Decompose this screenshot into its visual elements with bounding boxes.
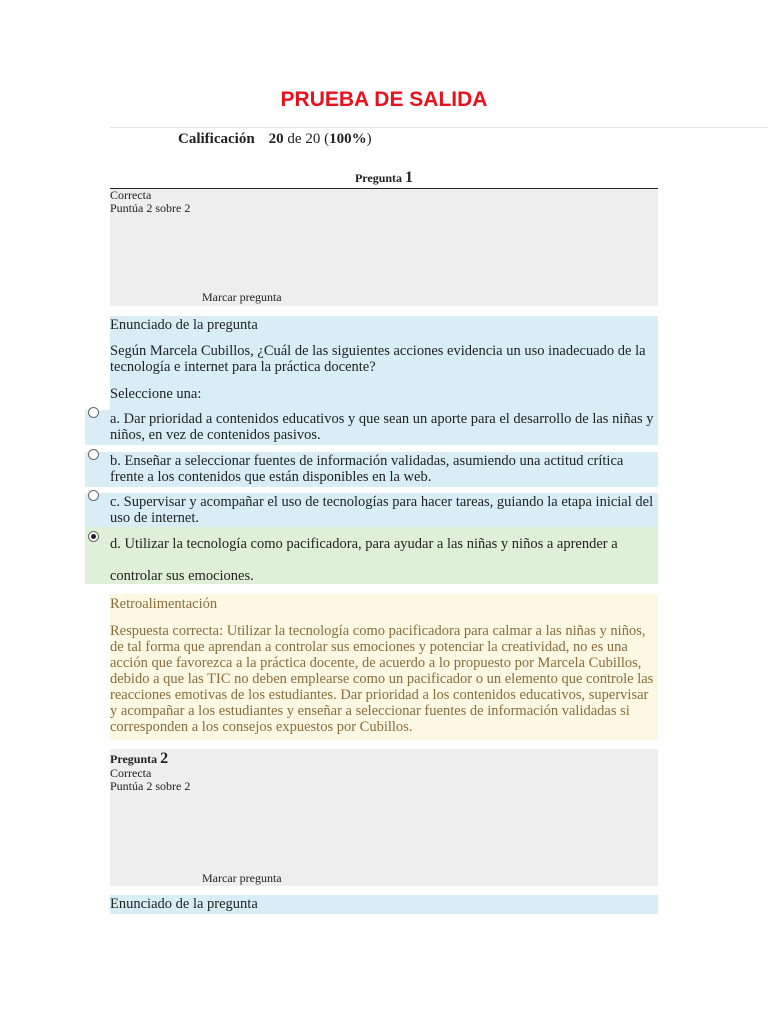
statement-label: Enunciado de la pregunta bbox=[110, 317, 258, 333]
question-grade: Puntúa 2 sobre 2 bbox=[110, 779, 191, 793]
flag-question-link[interactable]: Marcar pregunta bbox=[202, 871, 282, 885]
question-number: 1 bbox=[405, 169, 414, 186]
grade-score: 20 bbox=[268, 131, 284, 147]
feedback-text: Respuesta correcta: Utilizar la tecnología como pacificadora para calmar a las niñas y niños, de tal forma que aprendan a controlar sus emociones y potenciar la creatividad, no es una acción que favorezca a la práctica docente, de acuerdo a lo propuesto por Marcela Cubillos, debido a que las TIC no deben emplearse como un pacificador o un elemento que controle las reacciones emotivas de los estudiantes. Dar prioridad a los contenidos educativos, supervisar y acompañar a los estudiantes y enseñar a seleccionar fuentes de información validadas si corresponden a los consejos expuestos por Cubillos. bbox=[110, 623, 654, 735]
question-1-heading: Pregunta 1 bbox=[354, 169, 414, 186]
page-title: PRUEBA DE SALIDA bbox=[280, 88, 488, 111]
grade-summary: Calificación 20 de 20 (100%) bbox=[178, 131, 372, 147]
question-2-heading: Pregunta 2 bbox=[110, 750, 169, 767]
question-text: Según Marcela Cubillos, ¿Cuál de las siguientes acciones evidencia un uso inadecuado de la tecnología e internet para la práctica docente? bbox=[110, 343, 646, 375]
question-number: 2 bbox=[160, 750, 169, 767]
select-one-label: Seleccione una: bbox=[110, 386, 202, 402]
grade-label: Calificación bbox=[178, 131, 255, 147]
answer-option-a[interactable]: a. Dar prioridad a contenidos educativos y que sean un aporte para el desarrollo de las niñas y niños, en vez de contenidos pasivos. bbox=[85, 410, 658, 445]
question-2-statement bbox=[110, 895, 658, 914]
statement-label: Enunciado de la pregunta bbox=[110, 896, 258, 912]
question-1-info bbox=[110, 189, 658, 306]
answer-option-b[interactable]: b. Enseñar a seleccionar fuentes de información validadas, asumiendo una actitud crítica frente a los contenidos que están disponibles en la web. bbox=[85, 452, 658, 487]
grade-percent: 100% bbox=[329, 131, 367, 147]
select-one-area bbox=[110, 386, 658, 410]
question-2-info bbox=[110, 749, 658, 886]
radio-option-c[interactable] bbox=[88, 490, 99, 501]
answer-option-c[interactable]: c. Supervisar y acompañar el uso de tecnologías para hacer tareas, guiando la etapa inicial del uso de internet. bbox=[85, 493, 658, 528]
radio-option-d-selected[interactable] bbox=[88, 531, 99, 542]
feedback-panel bbox=[110, 594, 658, 740]
flag-question-link[interactable]: Marcar pregunta bbox=[202, 290, 282, 304]
question-state: Correcta bbox=[110, 766, 152, 780]
question-grade: Puntúa 2 sobre 2 bbox=[110, 201, 191, 215]
radio-option-b[interactable] bbox=[88, 449, 99, 460]
divider bbox=[110, 127, 768, 128]
question-1-statement bbox=[110, 316, 658, 388]
answer-option-d[interactable]: d. Utilizar la tecnología como pacificadora, para ayudar a las niñas y niños a aprender a controlar sus emociones. bbox=[85, 527, 658, 584]
question-state: Correcta bbox=[110, 188, 152, 202]
feedback-label: Retroalimentación bbox=[110, 596, 218, 612]
grade-rest: de 20 ( bbox=[283, 131, 330, 147]
radio-option-a[interactable] bbox=[88, 407, 99, 418]
